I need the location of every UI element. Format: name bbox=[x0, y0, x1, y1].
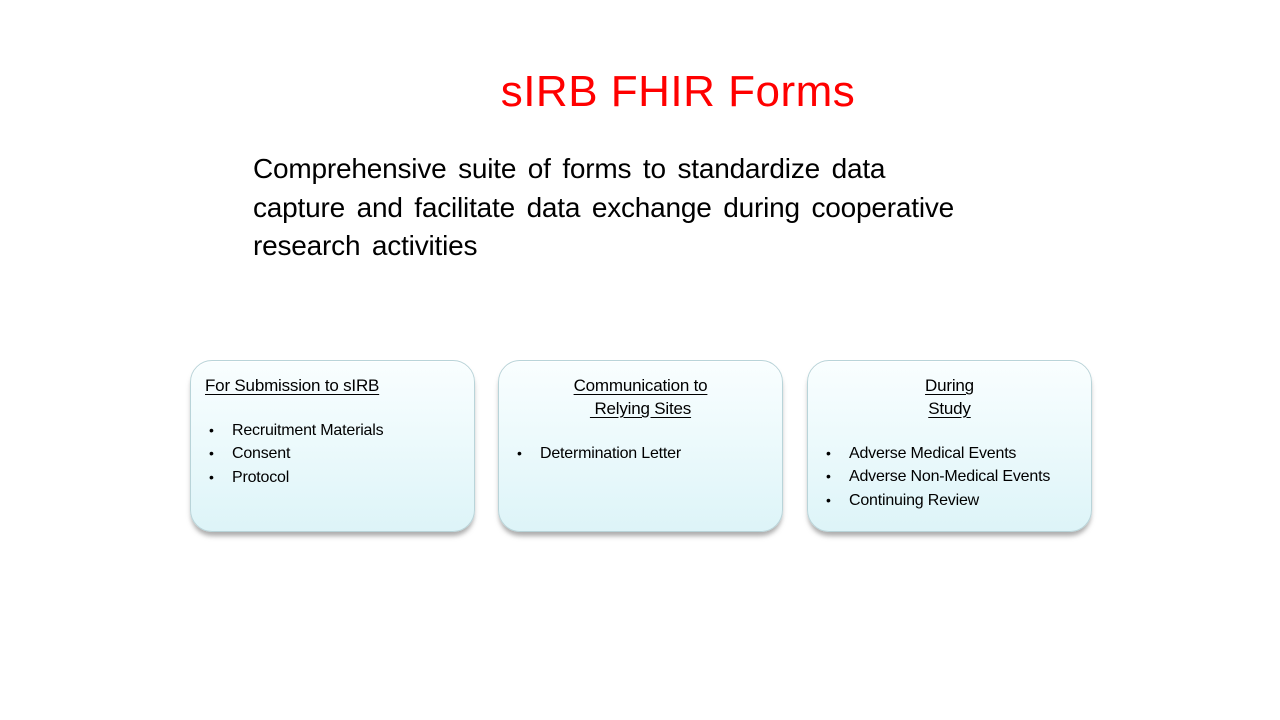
bullet-list bbox=[205, 419, 460, 489]
card-heading-line: Communication to bbox=[573, 376, 708, 395]
bullet-item bbox=[822, 489, 1077, 512]
bullet-item bbox=[513, 442, 768, 465]
bullet-marker: • bbox=[209, 468, 214, 485]
bullet-marker: • bbox=[209, 445, 214, 462]
bullet-text: Determination Letter bbox=[540, 445, 681, 462]
bullet-text: Adverse Non-Medical Events bbox=[849, 468, 1051, 486]
card-heading-line: Relying Sites bbox=[589, 399, 692, 418]
bullet-marker: • bbox=[826, 445, 831, 461]
card-communication-to-relying-sites bbox=[498, 360, 783, 532]
bullet-item bbox=[205, 442, 460, 465]
card-heading-line: Study bbox=[928, 399, 971, 418]
bullet-text: Protocol bbox=[232, 468, 290, 486]
body-line-2: capture and facilitate data exchange during cooperative bbox=[253, 191, 955, 223]
bullet-text: Consent bbox=[232, 445, 291, 463]
bullet-marker: • bbox=[826, 491, 831, 508]
bullet-list bbox=[822, 442, 1077, 512]
bullet-marker: • bbox=[517, 445, 522, 461]
card-heading-line: During bbox=[925, 376, 974, 395]
card-submission-to-sirb bbox=[190, 360, 475, 532]
card-heading bbox=[822, 374, 1077, 420]
slide-title: sIRB FHIR Forms bbox=[500, 67, 856, 116]
bullet-text: Adverse Medical Events bbox=[849, 445, 1017, 462]
bullet-text: Continuing Review bbox=[849, 491, 980, 509]
bullet-item bbox=[205, 466, 460, 489]
card-heading-line: For Submission to sIRB bbox=[205, 376, 380, 395]
bullet-text: Recruitment Materials bbox=[232, 422, 384, 439]
bullet-item bbox=[205, 419, 460, 442]
body-line-1: Comprehensive suite of forms to standardize data bbox=[253, 153, 886, 184]
card-during-study bbox=[807, 360, 1092, 532]
card-heading bbox=[205, 374, 460, 397]
bullet-item bbox=[822, 442, 1077, 465]
body-text bbox=[253, 150, 954, 266]
card-heading bbox=[513, 374, 768, 420]
bullet-item bbox=[822, 465, 1077, 488]
body-line-3: research activities bbox=[253, 230, 478, 261]
bullet-marker: • bbox=[826, 468, 831, 485]
bullet-marker: • bbox=[209, 422, 214, 438]
bullet-list bbox=[513, 442, 768, 465]
